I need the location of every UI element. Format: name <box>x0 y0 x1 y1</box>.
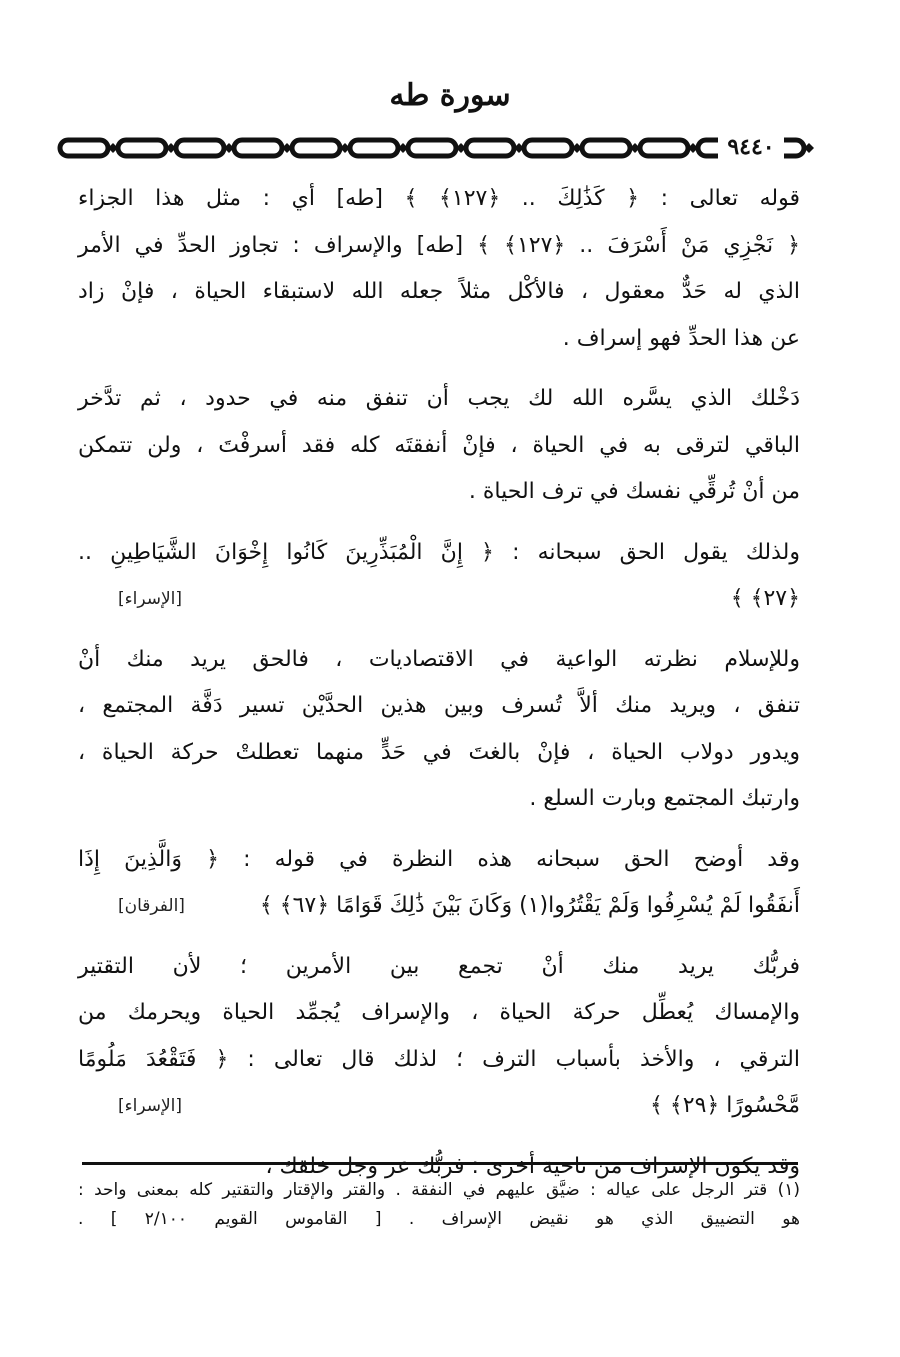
footnote-line: (١) قتر الرجل على عياله : ضيَّق عليهم في النفقة . والقتر والإقتار والتقتير كله بمعنى واحد : <box>78 1180 800 1200</box>
text-line: وقد أوضح الحق سبحانه هذه النظرة في قوله : ﴿ وَالَّذِينَ إِذَا <box>78 846 800 872</box>
text-line: مَّحْسُورًا ﴿٢٩﴾ ﴾ [الإسراء] <box>78 1083 800 1130</box>
text-line: دَخْلك الذي يسَّره الله لك يجب أن تنفق منه في حدود ، ثم تدَّخر <box>78 386 800 411</box>
text-line: ﴿ نَجْزِي مَنْ أَسْرَفَ .. ﴿١٢٧﴾ ﴾ [طه] والإسراف : تجاوز الحدِّ في الأمر <box>78 232 800 258</box>
surah-title: سورة طه <box>389 78 511 113</box>
surah-reference: [الإسراء] <box>118 1096 183 1116</box>
text-line: فربُّك يريد منك أنْ تجمع بين الأمرين ؛ لأن التقتير <box>78 953 800 979</box>
paragraph <box>78 637 800 823</box>
paragraph <box>78 376 800 516</box>
paragraph <box>78 530 800 623</box>
paragraph <box>78 837 800 930</box>
text-line: أَنفَقُوا لَمْ يُسْرِفُوا وَلَمْ يَقْتُرُوا(١) وَكَانَ بَيْنَ ذَٰلِكَ قَوَامًا ﴿٦٧﴾ ﴾ [الفرقان] <box>78 883 800 930</box>
surah-reference: [الإسراء] <box>118 589 183 609</box>
text-line: الباقي لترقى به في الحياة ، فإنْ أنفقتَه كله فقد أسرفْتَ ، ولن تتمكن <box>78 432 800 458</box>
paragraph <box>78 176 800 362</box>
surah-reference: [الفرقان] <box>118 896 185 916</box>
text-line: ﴿٢٧﴾ ﴾ [الإسراء] <box>78 576 800 623</box>
text-line: وقد يكون الإسراف من ناحية أخرى : فربُّك عز وجل خلقك ، <box>265 1153 800 1179</box>
text-line: عن هذا الحدِّ فهو إسراف . <box>562 325 800 351</box>
footnote <box>78 1176 800 1234</box>
footnote-line: هو التضييق الذي هو نقيض الإسراف . [ القاموس القويم ٢/١٠٠ ] . <box>78 1209 801 1229</box>
text-line: والإمساك يُعطِّل حركة الحياة ، والإسراف يُجمِّد الحياة ويحرمك من <box>78 1000 800 1025</box>
text-line: ويدور دولاب الحياة ، فإنْ بالغتَ في حَدٍّ منهما تعطلتْ حركة الحياة ، <box>78 739 800 765</box>
text-line: ولذلك يقول الحق سبحانه : ﴿ إِنَّ الْمُبَذِّرِينَ كَانُوا إِخْوَانَ الشَّيَاطِينِ .. <box>78 539 800 565</box>
text-line: من أنْ تُرقِّي نفسك في ترف الحياة . <box>468 479 800 504</box>
page-body-text <box>78 176 800 1190</box>
text-line: وارتبك المجتمع وبارت السلع . <box>529 786 800 811</box>
paragraph <box>78 944 800 1130</box>
text-line: وللإسلام نظرته الواعية في الاقتصاديات ، فالحق يريد منك أنْ <box>78 646 800 672</box>
text-line: الترقي ، والأخذ بأسباب الترف ؛ لذلك قال تعالى : ﴿ فَتَقْعُدَ مَلُومًا <box>78 1046 800 1072</box>
text-line: قوله تعالى : ﴿ كَذَٰلِكَ .. ﴿١٢٧﴾ ﴾ [طه] أي : مثل هذا الجزاء <box>78 186 801 211</box>
footnote-separator <box>82 1162 798 1165</box>
text-line: تنفق ، ويريد منك ألاَّ تُسرف وبين هذين الحدَّيْن تسير دَفَّة المجتمع ، <box>78 693 800 718</box>
text-line: الذي له حَدٌّ معقول ، فالأكْل مثلاً جعله الله لاستبقاء الحياة ، فإنْ زاد <box>78 279 800 304</box>
page-number: ٩٤٤٠ <box>718 133 784 161</box>
